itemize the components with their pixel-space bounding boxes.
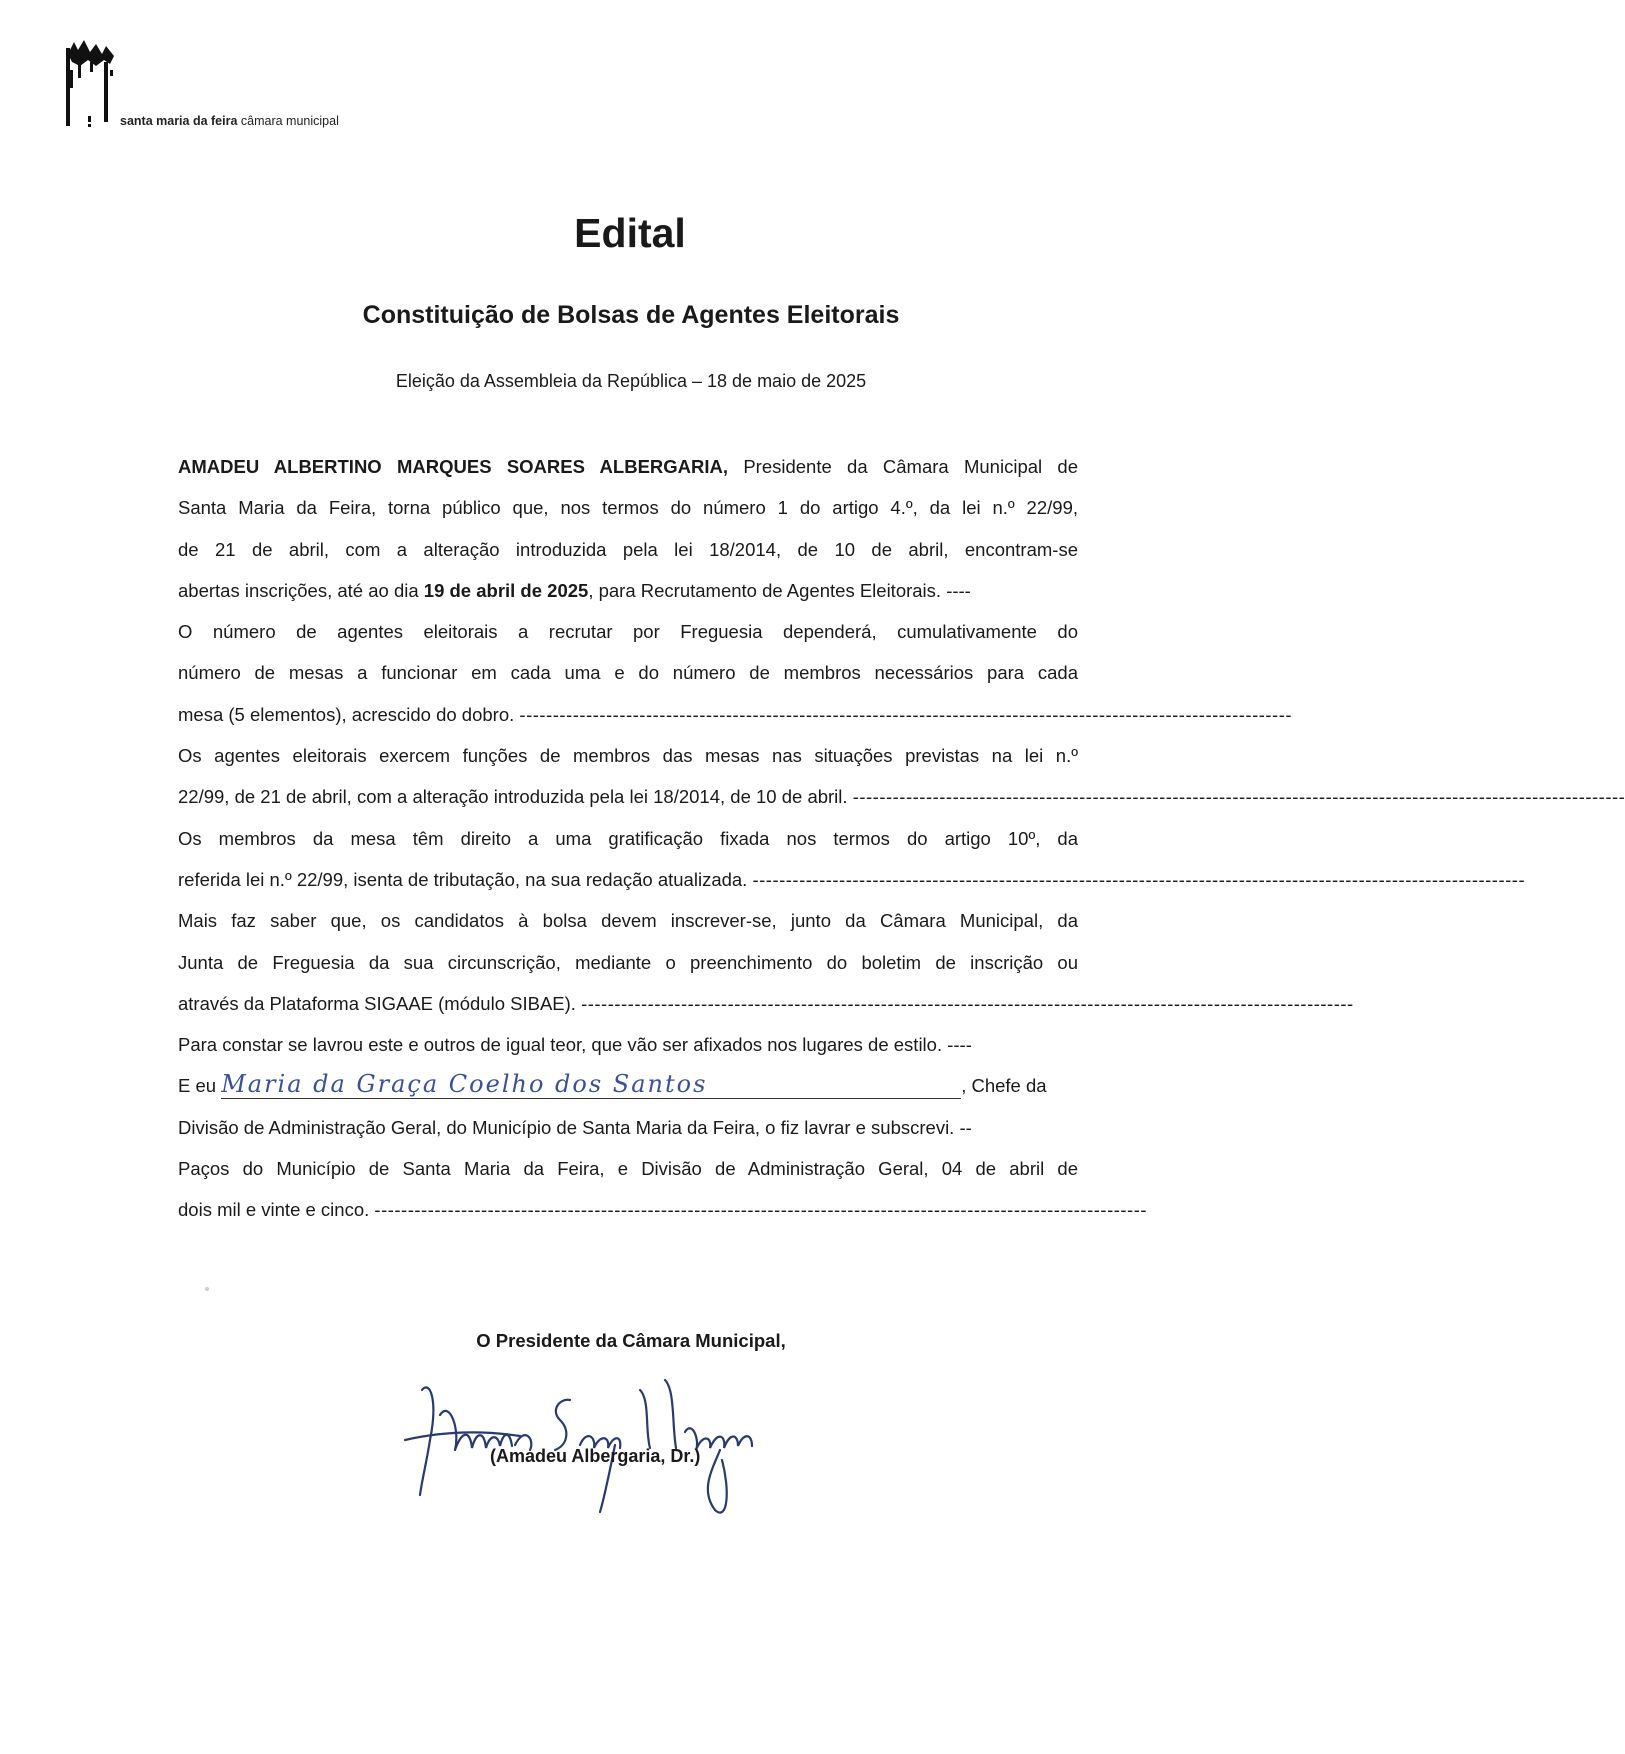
body-line-15: Para constar se lavrou este e outros de igual teor, que vão ser afixados nos lugares de estilo. ----: [178, 1034, 972, 1056]
signatory-name: (Amadeu Albergaria, Dr.): [490, 1446, 701, 1466]
document-body: [178, 446, 1625, 1231]
body-text: , para Recrutamento de Agentes Eleitorais. ----: [588, 579, 971, 601]
municipality-brand: [120, 114, 339, 128]
president-name: AMADEU ALBERTINO MARQUES SOARES ALBERGARIA,: [178, 456, 729, 477]
body-line-10: Os membros da mesa têm direito a uma gratificação fixada nos termos do artigo 10º, da: [178, 827, 1078, 849]
body-text: abertas inscrições, até ao dia: [178, 579, 424, 601]
dash-filler: --------------------------------------------------------------------------------------------------------------------: [519, 703, 1293, 725]
body-line-14: [178, 983, 1354, 1024]
handwritten-name: Maria da Graça Coelho dos Santos: [221, 1070, 961, 1099]
brand-bold: santa maria da feira: [120, 114, 238, 128]
body-text: Presidente da Câmara Municipal de: [728, 456, 1078, 477]
body-text: mesa (5 elementos), acrescido do dobro.: [178, 703, 515, 725]
body-line-1: [178, 446, 1078, 487]
body-text: referida lei n.º 22/99, isenta de tributação, na sua redação atualizada.: [178, 868, 748, 890]
scan-speck: [205, 1287, 209, 1291]
body-line-4: [178, 570, 1078, 611]
body-text: dois mil e vinte e cinco.: [178, 1199, 370, 1221]
body-line-8: Os agentes eleitorais exercem funções de membros das mesas nas situações previstas na lei n.º: [178, 745, 1078, 767]
brand-rest: câmara municipal: [237, 114, 339, 128]
body-line-3: de 21 de abril, com a alteração introduzida pela lei 18/2014, de 10 de abril, encontram-se: [178, 538, 1078, 560]
body-line-13: Junta de Freguesia da sua circunscrição, mediante o preenchimento do boletim de inscrição ou: [178, 951, 1078, 973]
body-text: 22/99, de 21 de abril, com a alteração introduzida pela lei 18/2014, de 10 de abril.: [178, 786, 848, 808]
document-subtitle: Constituição de Bolsas de Agentes Eleitorais: [362, 301, 900, 329]
body-line-17: Divisão de Administração Geral, do Município de Santa Maria da Feira, o fiz lavrar e subscrevi. --: [178, 1116, 972, 1138]
body-line-9: [178, 776, 1625, 817]
body-line-12: Mais faz saber que, os candidatos à bolsa devem inscrever-se, junto da Câmara Municipal, da: [178, 910, 1078, 932]
signatory-role: O Presidente da Câmara Municipal,: [476, 1330, 786, 1351]
body-line-18: Paços do Município de Santa Maria da Feira, e Divisão de Administração Geral, 04 de abril de: [178, 1158, 1078, 1180]
handwritten-signature-icon: [400, 1370, 860, 1520]
body-line-16: [178, 1065, 1078, 1106]
dash-filler: --------------------------------------------------------------------------------------------------------------------: [581, 992, 1354, 1014]
dash-filler: --------------------------------------------------------------------------------------------------------------------: [752, 868, 1526, 890]
election-line: Eleição da Assembleia da República – 18 de maio de 2025: [395, 371, 867, 391]
body-line-11: [178, 859, 1526, 900]
body-line-7: [178, 694, 1293, 735]
dash-filler: --------------------------------------------------------------------------------------------------------------------: [374, 1199, 1148, 1221]
body-text: através da Plataforma SIGAAE (módulo SIBAE).: [178, 992, 576, 1014]
body-line-19: [178, 1189, 1148, 1230]
document-title: Edital: [574, 210, 686, 256]
municipal-logo-icon: [66, 40, 126, 128]
body-text: E eu: [178, 1075, 222, 1097]
dash-filler: --------------------------------------------------------------------------------------------------------------------: [852, 786, 1625, 808]
body-line-5: O número de agentes eleitorais a recrutar por Freguesia dependerá, cumulativamente do: [178, 621, 1078, 643]
deadline-date: 19 de abril de 2025: [423, 579, 589, 601]
body-line-2: Santa Maria da Feira, torna público que, nos termos do número 1 do artigo 4.º, da lei n.º 22/99,: [178, 497, 1078, 519]
body-line-6: número de mesas a funcionar em cada uma e do número de membros necessários para cada: [178, 662, 1078, 684]
body-text: , Chefe da: [961, 1075, 1047, 1097]
